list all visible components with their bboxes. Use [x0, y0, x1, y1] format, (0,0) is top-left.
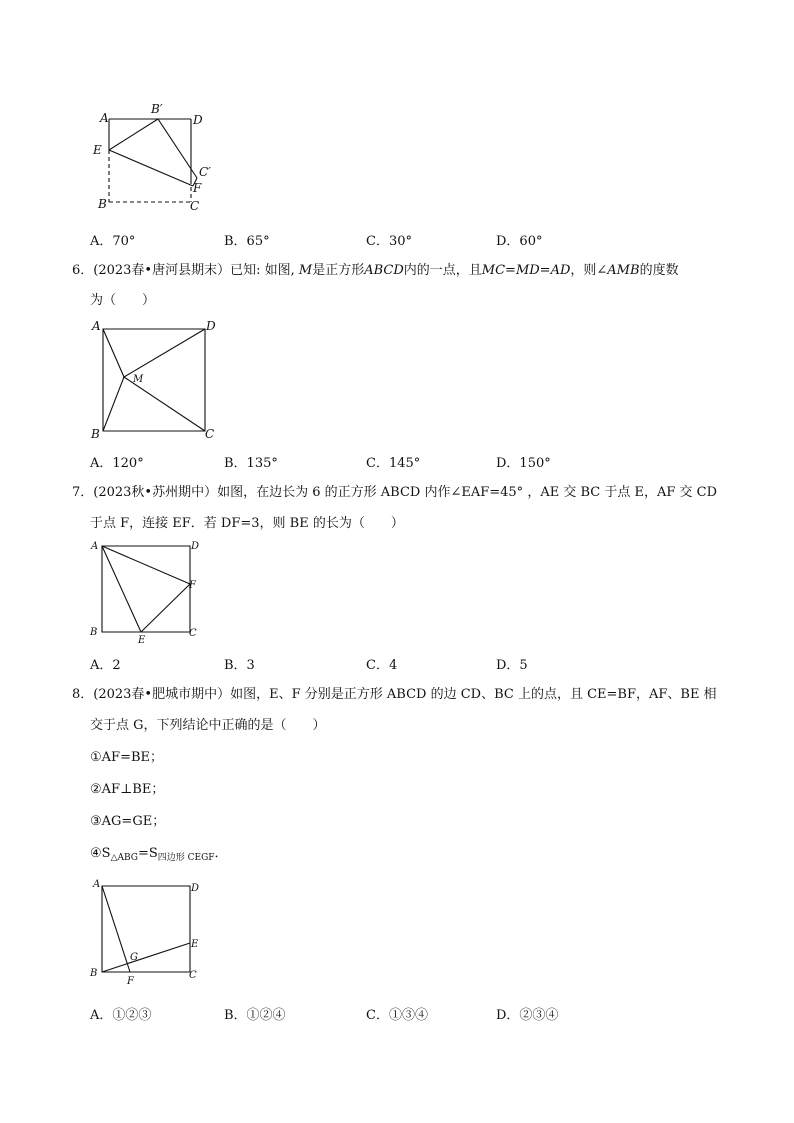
q5-label-D: D: [193, 113, 203, 127]
q7-option-d[interactable]: D．5: [496, 658, 528, 673]
q5-label-A: A: [100, 111, 109, 125]
q6-text-b: 是正方形: [312, 263, 365, 278]
q7-option-b[interactable]: B．3: [224, 658, 255, 673]
q7-number: 7．: [72, 485, 94, 500]
q6-stem-line2: 为（ ）: [90, 293, 156, 308]
q7-source: (2023秋•苏州期中）: [93, 485, 218, 500]
q8-label-D: D: [191, 883, 200, 894]
q8-item-3: ③AG=GE；: [90, 814, 166, 829]
q6-condition: MC=MD=AD: [481, 263, 571, 278]
q7-stem-line1: [72, 484, 717, 502]
q8-label-B: B: [90, 968, 98, 979]
q7-figure: [85, 536, 215, 648]
q8-item4-sub2: 四边形 CEGF: [157, 853, 215, 863]
q8-option-c[interactable]: C．①③④: [366, 1008, 428, 1023]
q6-figure: [85, 316, 225, 444]
q8-label-C: C: [189, 970, 197, 981]
q6-label-M: M: [133, 374, 144, 385]
q6-text-e: 的度数: [639, 263, 679, 278]
q7-label-B: B: [90, 627, 98, 638]
q5-figure: [85, 98, 225, 218]
q8-label-G: G: [130, 952, 138, 963]
q8-stem-line1: [72, 686, 717, 704]
q7-line1: 如图，在边长为 6 的正方形 ABCD 内作∠EAF=45° ，AE 交 BC 于点 E，AF 交 CD: [217, 485, 718, 500]
q8-item4-sub1: △ABG: [110, 853, 138, 863]
q8-item-2: ②AF⊥BE；: [90, 782, 165, 797]
q8-stem-line2: 交于点 G，下列结论中正确的是（ ）: [90, 718, 326, 733]
q8-label-E: E: [191, 939, 199, 950]
q5-label-Bprime: B′: [151, 102, 163, 116]
q8-number: 8．: [72, 687, 94, 702]
q7-label-D: D: [191, 541, 200, 552]
q7-stem-line2: 于点 F，连接 EF．若 DF=3，则 BE 的长为（ ）: [90, 516, 404, 531]
q8-label-F: F: [127, 976, 134, 987]
q8-figure: [85, 874, 215, 990]
q5-option-c[interactable]: C．30°: [366, 234, 412, 249]
q8-option-b[interactable]: B．①②④: [224, 1008, 286, 1023]
q6-label-B: B: [91, 427, 100, 441]
q6-label-D: D: [206, 319, 216, 333]
q7-label-F: F: [189, 580, 196, 591]
q6-label-A: A: [92, 319, 101, 333]
q7-option-c[interactable]: C．4: [366, 658, 398, 673]
q5-option-b[interactable]: B．65°: [224, 234, 270, 249]
q7-label-A: A: [91, 541, 99, 552]
q5-option-a[interactable]: A．70°: [90, 234, 136, 249]
q7-option-a[interactable]: A．2: [90, 658, 121, 673]
q8-source: (2023春•肥城市期中）: [93, 687, 231, 702]
q8-option-d[interactable]: D．②③④: [496, 1008, 559, 1023]
q6-stem-line1: [72, 262, 679, 280]
q5-option-d[interactable]: D．60°: [496, 234, 543, 249]
q5-label-C: C: [190, 199, 200, 213]
q6-option-b[interactable]: B．135°: [224, 456, 278, 471]
q8-label-A: A: [93, 879, 101, 890]
q6-text-c: 内的一点，且: [403, 263, 482, 278]
q6-text-a: 已知: 如图,: [230, 263, 299, 278]
q5-label-B: B: [98, 197, 107, 211]
q6-label-C: C: [205, 427, 215, 441]
q6-var-M: M: [298, 263, 313, 278]
q8-item-4: [90, 845, 228, 867]
q6-number: 6．: [72, 263, 94, 278]
q6-text-d: ，则∠: [570, 263, 608, 278]
q6-option-a[interactable]: A．120°: [90, 456, 144, 471]
q5-label-E: E: [93, 143, 102, 157]
q6-option-c[interactable]: C．145°: [366, 456, 421, 471]
q8-item-1: ①AF=BE；: [90, 750, 163, 765]
q6-option-d[interactable]: D．150°: [496, 456, 551, 471]
q5-label-F: F: [193, 181, 202, 195]
q7-label-C: C: [189, 628, 197, 639]
q8-item4-end: ．: [214, 846, 228, 861]
q8-item4-mid: =S: [137, 846, 158, 861]
q6-angle: AMB: [607, 263, 640, 278]
q8-item4-prefix: ④S: [90, 846, 111, 861]
q6-var-ABCD: ABCD: [364, 263, 404, 278]
q8-line1: 如图，E、F 分别是正方形 ABCD 的边 CD、BC 上的点，且 CE=BF，AF、BE 相: [230, 687, 717, 702]
q7-label-E: E: [138, 635, 146, 646]
q6-source: (2023春•唐河县期末）: [93, 263, 231, 278]
q8-option-a[interactable]: A．①②③: [90, 1008, 152, 1023]
q5-label-Cprime: C′: [199, 165, 211, 179]
